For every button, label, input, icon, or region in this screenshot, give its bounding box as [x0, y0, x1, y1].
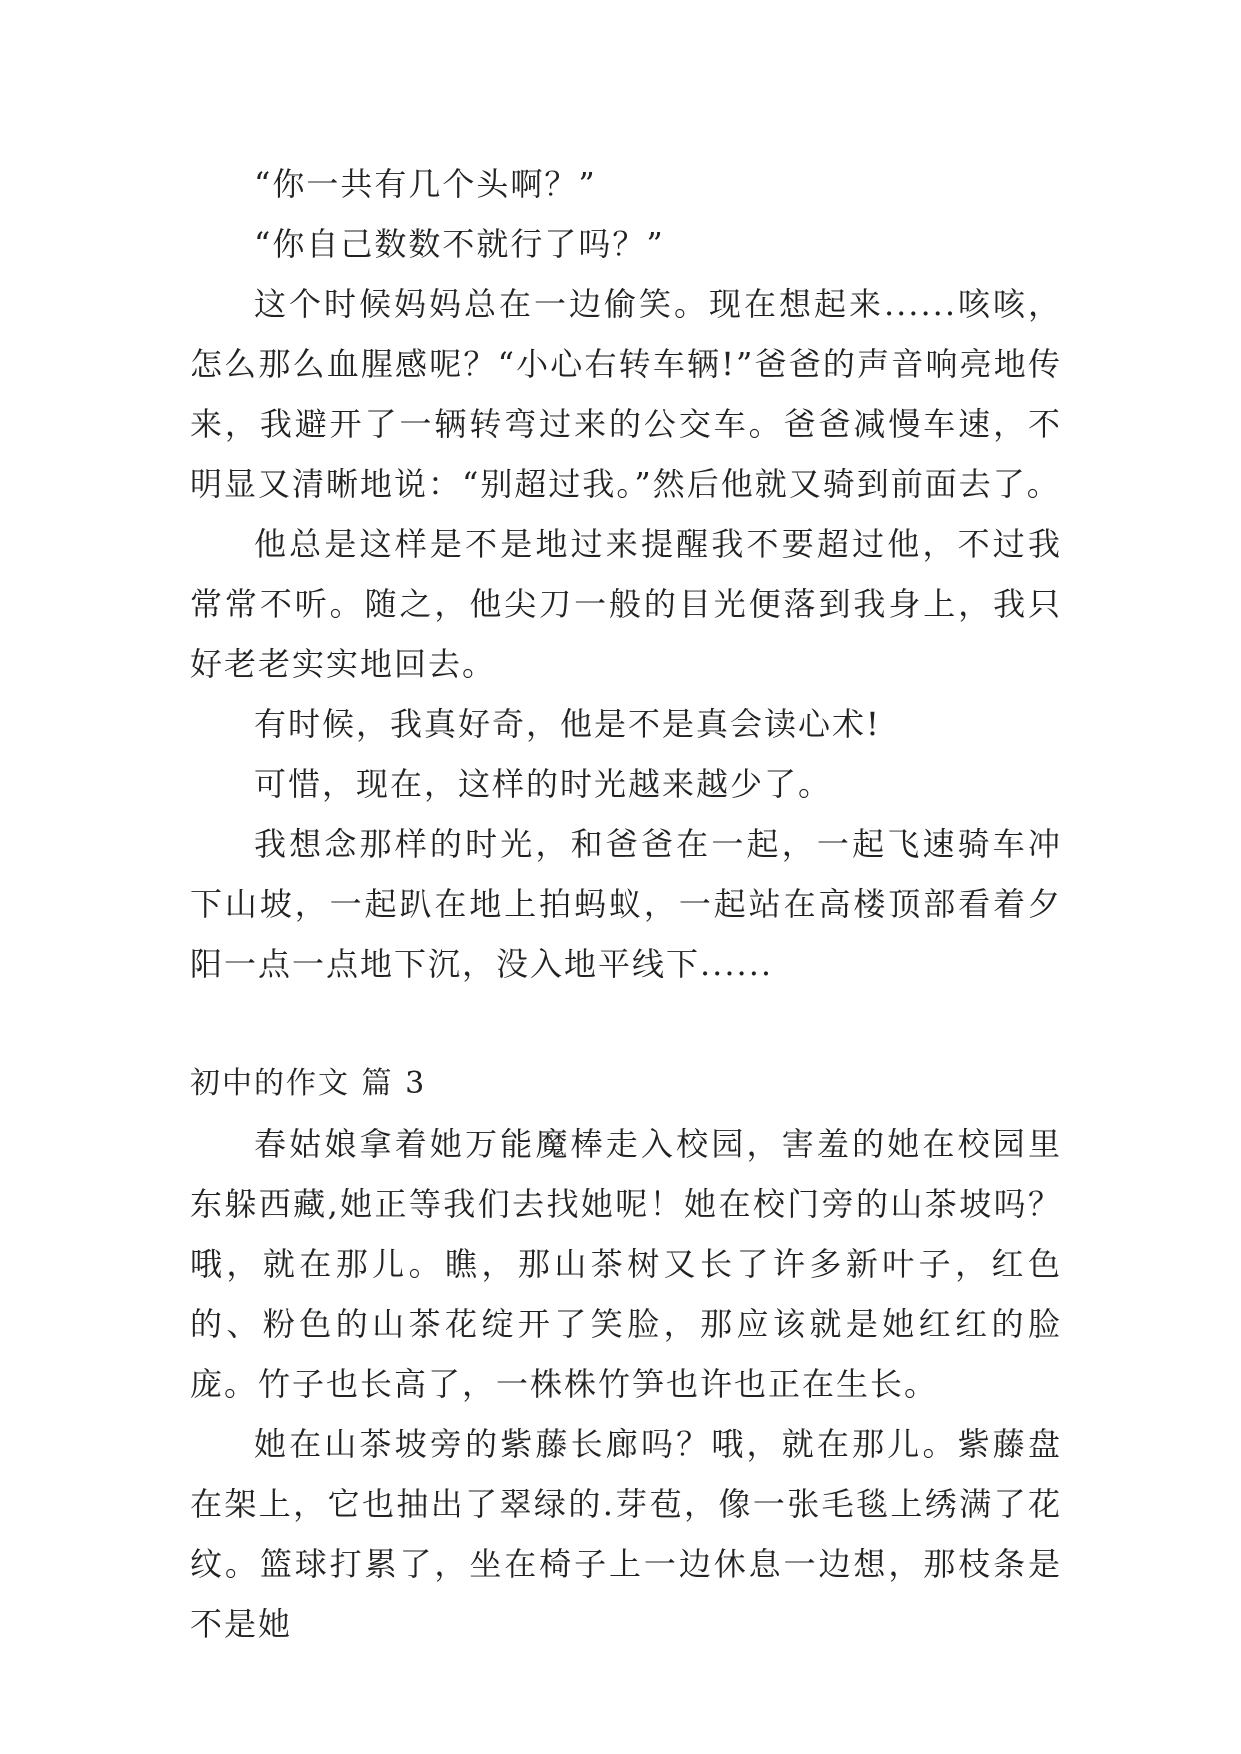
paragraph: 他总是这样是不是地过来提醒我不要超过他，不过我常常不听。随之，他尖刀一般的目光便落到我身上，我只好老老实实地回去。	[190, 525, 1062, 683]
section-spacer	[190, 994, 1062, 1054]
section-heading: 初中的作文 篇 3	[190, 1066, 427, 1101]
paragraph: “你自己数数不就行了吗？”	[254, 225, 665, 263]
paragraph: 春姑娘拿着她万能魔棒走入校园，害羞的她在校园里东躲西藏,她正等我们去找她呢！她在校门旁的山茶坡吗？哦，就在那儿。瞧，那山茶树又长了许多新叶子，红色的、粉色的山茶花绽开了笑脸，那应该就是她红红的脸庞。竹子也长高了，一株株竹笋也许也正在生长。	[190, 1125, 1062, 1403]
paragraph: 可惜，现在，这样的时光越来越少了。	[254, 765, 833, 803]
paragraph: 这个时候妈妈总在一边偷笑。现在想起来......咳咳，怎么那么血腥感呢？“小心右转车辆!”爸爸的声音响亮地传来，我避开了一辆转弯过来的公交车。爸爸减慢车速，不明显又清晰地说：“别超过我。”然后他就又骑到前面去了。	[190, 285, 1062, 503]
paragraph: 她在山茶坡旁的紫藤长廊吗？哦，就在那儿。紫藤盘在架上，它也抽出了翠绿的.芽苞，像一张毛毯上绣满了花纹。篮球打累了，坐在椅子上一边休息一边想，那枝条是不是她	[190, 1425, 1062, 1643]
paragraph: 有时候，我真好奇，他是不是真会读心术!	[254, 705, 881, 743]
paragraph: 我想念那样的时光，和爸爸在一起，一起飞速骑车冲下山坡，一起趴在地上拍蚂蚁，一起站在高楼顶部看着夕阳一点一点地下沉，没入地平线下......	[190, 825, 1062, 983]
paragraph: “你一共有几个头啊？”	[254, 165, 597, 203]
document-body	[190, 154, 1062, 1654]
